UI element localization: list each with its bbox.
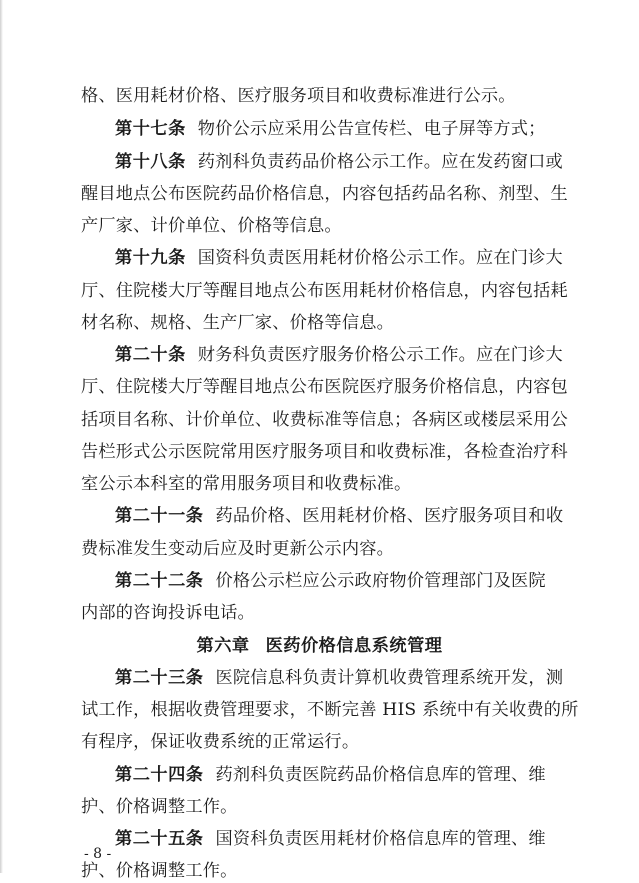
article-20-number: 第二十条	[115, 345, 186, 365]
article-25-number: 第二十五条	[115, 829, 204, 849]
article-22-line-2: 内部的咨询投诉电话。	[81, 603, 255, 623]
article-23-line-1	[81, 668, 581, 690]
article-20-line-1	[81, 345, 581, 367]
article-22-line-1	[81, 571, 581, 593]
article-21-line-1	[81, 506, 581, 528]
page-number: - 8 -	[84, 846, 112, 862]
chapter-title: 医药价格信息系统管理	[265, 636, 443, 656]
article-17-line-1	[81, 119, 581, 141]
article-24-number: 第二十四条	[115, 765, 204, 785]
article-17-number: 第十七条	[115, 119, 186, 139]
article-18-text: 药剂科负责药品价格公示工作。应在发药窗口或	[197, 152, 563, 172]
article-23-number: 第二十三条	[115, 668, 204, 688]
article-20-line-2: 厅、住院楼大厅等醒目地点公布医院医疗服务价格信息，内容包	[81, 377, 568, 397]
article-19-line-1	[81, 248, 581, 270]
article-21-text: 药品价格、医用耗材价格、医疗服务项目和收	[215, 506, 564, 526]
article-21-number: 第二十一条	[115, 506, 204, 526]
article-25-line-2: 护、价格调整工作。	[81, 861, 238, 881]
article-18-line-1	[81, 152, 581, 174]
chapter-number: 第六章	[196, 636, 250, 656]
article-22-text: 价格公示栏应公示政府物价管理部门及医院	[215, 571, 546, 591]
article-18-number: 第十八条	[115, 152, 186, 172]
article-24-line-1	[81, 765, 581, 787]
article-23-line-3: 有程序，保证收费系统的正常运行。	[81, 732, 360, 752]
article-20-line-5: 室公示本科室的常用服务项目和收费标准。	[81, 474, 412, 494]
article-17-text: 物价公示应采用公告宣传栏、电子屏等方式；	[197, 119, 546, 139]
article-18-line-2: 醒目地点公布医院药品价格信息，内容包括药品名称、剂型、生	[81, 184, 568, 204]
scan-edge-shadow	[0, 0, 3, 873]
article-23-line-2: 试工作，根据收费管理要求，不断完善 HIS 系统中有关收费的所	[81, 700, 579, 720]
article-25-text: 国资科负责医用耗材价格信息库的管理、维	[215, 829, 546, 849]
article-20-line-3: 括项目名称、计价单位、收费标准等信息；各病区或楼层采用公	[81, 410, 568, 430]
paragraph-continuation-line: 格、医用耗材价格、医疗服务项目和收费标准进行公示。	[81, 86, 516, 106]
article-20-line-4: 告栏形式公示医院常用医疗服务项目和收费标准，各检查治疗科	[81, 442, 568, 462]
article-21-line-2: 费标准发生变动后应及时更新公示内容。	[81, 539, 394, 559]
article-24-text: 药剂科负责医院药品价格信息库的管理、维	[215, 765, 546, 785]
article-23-text: 医院信息科负责计算机收费管理系统开发，测	[215, 668, 564, 688]
article-19-number: 第十九条	[115, 248, 186, 268]
article-25-line-1	[81, 829, 581, 851]
article-19-line-2: 厅、住院楼大厅等醒目地点公布医用耗材价格信息，内容包括耗	[81, 281, 568, 301]
article-18-line-3: 产厂家、计价单位、价格等信息。	[81, 216, 342, 236]
article-20-text: 财务科负责医疗服务价格公示工作。应在门诊大	[197, 345, 563, 365]
article-24-line-2: 护、价格调整工作。	[81, 797, 238, 817]
article-22-number: 第二十二条	[115, 571, 204, 591]
article-19-line-3: 材名称、规格、生产厂家、价格等信息。	[81, 313, 394, 333]
article-19-text: 国资科负责医用耗材价格公示工作。应在门诊大	[197, 248, 563, 268]
chapter-heading	[0, 636, 639, 656]
